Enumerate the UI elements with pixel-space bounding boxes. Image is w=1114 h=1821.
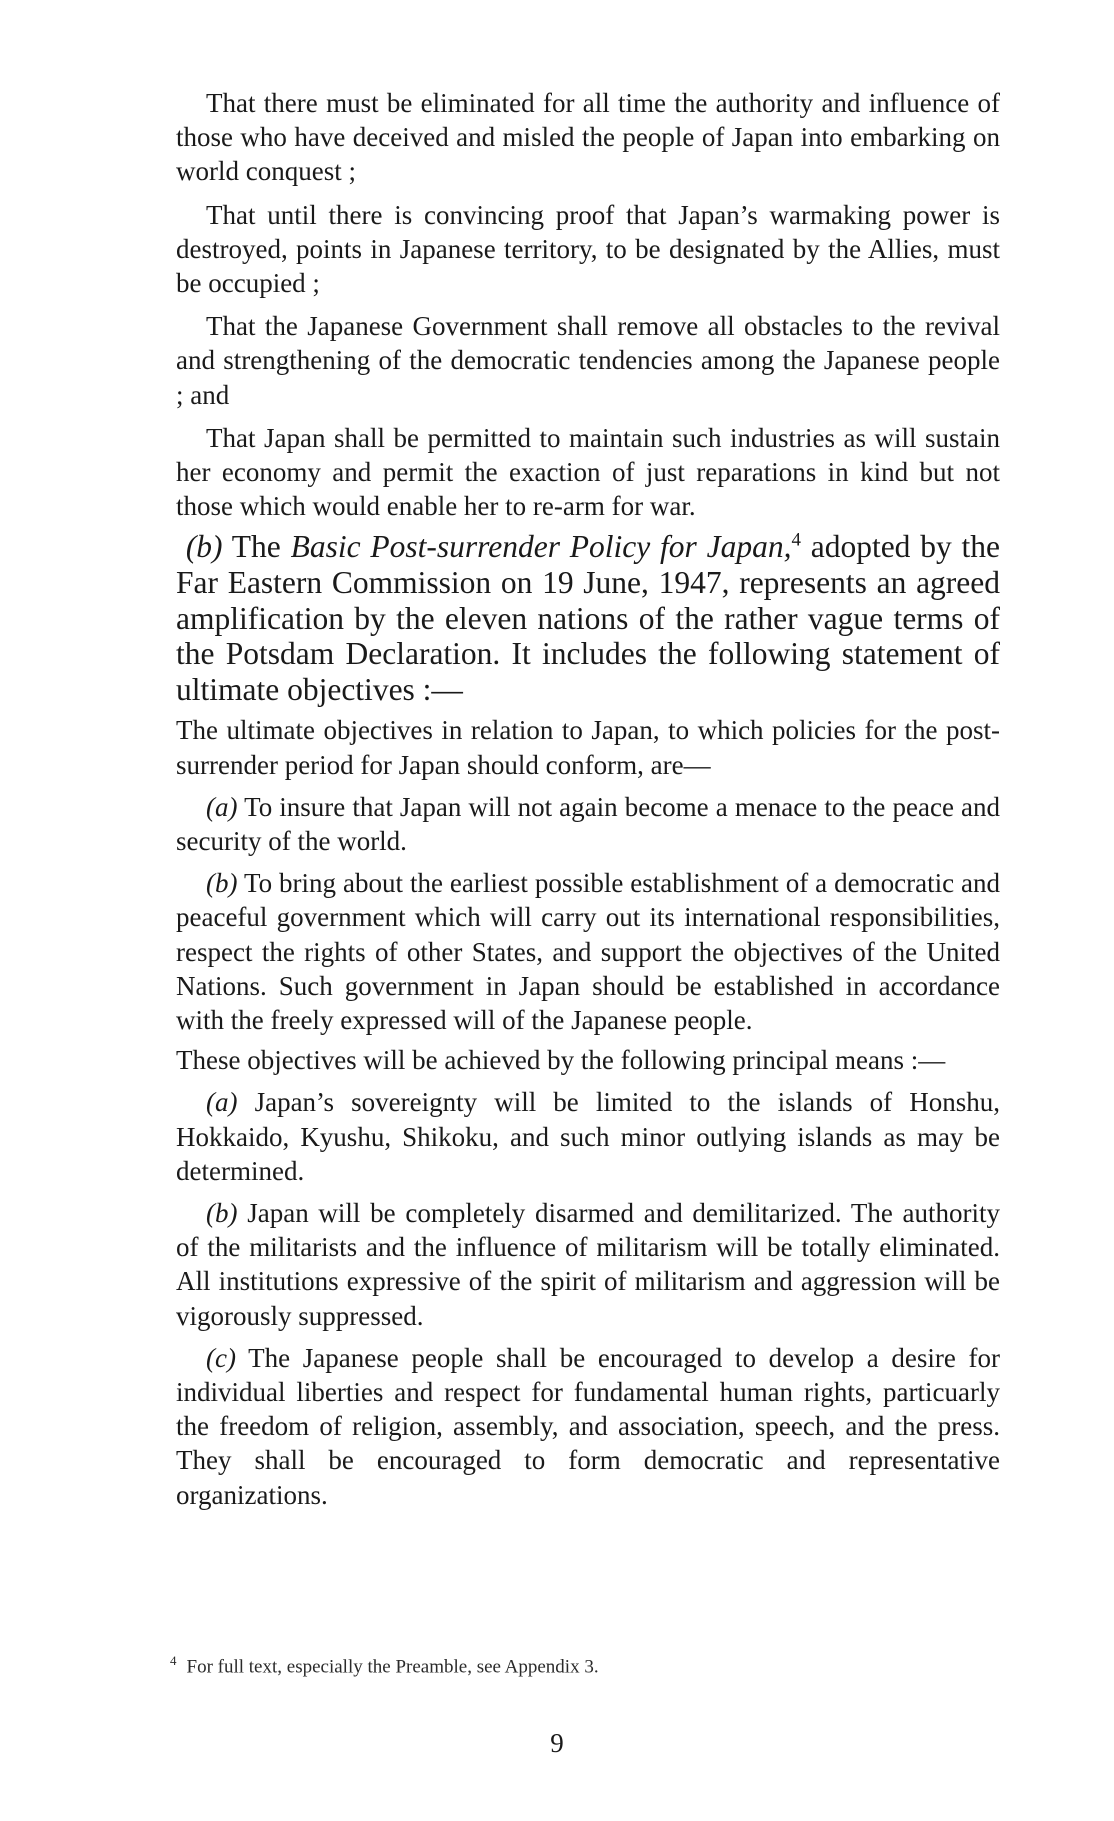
objective-a-marker: (a)	[206, 791, 238, 822]
objective-b-text: To bring about the earliest possible establishment of a democratic and peaceful government which will carry out its international responsibilities, respect the rights of other States, and support the objectives of the United Nations. Such government in Japan should be established in accordance with the freely expressed will of the Japanese people.	[176, 868, 1001, 1036]
objective-a-text: To insure that Japan will not again become a menace to the peace and security of the world.	[176, 791, 1001, 857]
section-b-intro: The	[231, 529, 281, 565]
means-c-marker: (c)	[206, 1342, 236, 1373]
footnote-reference: 4	[791, 529, 801, 551]
policy-title: Basic Post-surrender Policy for Japan,	[290, 529, 792, 565]
page-number: 9	[550, 1728, 564, 1758]
objective-b-marker: (b)	[206, 868, 238, 899]
quoted-clause-2: That until there is convincing proof that Japan’s warmaking power is destroyed, points in Japanese territory, to be designated by the Allies, must be occupied ;	[176, 199, 1000, 299]
objective-b	[176, 866, 1000, 1037]
footnote-marker: 4	[170, 1653, 177, 1668]
section-b-paragraph	[176, 529, 1000, 707]
section-b-marker: (b)	[185, 529, 223, 565]
page-body	[176, 86, 1000, 1512]
means-c	[176, 1341, 1000, 1512]
means-b-marker: (b)	[206, 1198, 238, 1229]
quoted-clause-4: That Japan shall be permitted to maintain such industries as will sustain her economy and permit the exaction of just reparations in kind but not those which would enable her to re-arm for war.	[176, 422, 1000, 522]
objectives-intro: The ultimate objectives in relation to Japan, to which policies for the post-surrender period for Japan should conform, are—	[176, 715, 1000, 780]
objective-a	[176, 790, 1000, 858]
means-a-marker: (a)	[206, 1087, 238, 1118]
quoted-clause-3: That the Japanese Government shall remove all obstacles to the revival and strengthening of the democratic tendencies among the Japanese people ; and	[176, 311, 1000, 410]
means-b	[176, 1196, 1000, 1333]
means-a	[176, 1085, 1000, 1188]
means-intro: These objectives will be achieved by the following principal means :—	[176, 1045, 946, 1076]
footnote	[170, 1653, 599, 1678]
footnote-text: For full text, especially the Preamble, see Appendix 3.	[186, 1656, 599, 1678]
means-c-text: The Japanese people shall be encouraged to develop a desire for individual liberties and respect for fundamental human rights, particuarly the freedom of religion, assembly, and association, speech, and the press. They shall be encouraged to form democratic and representative organizations.	[176, 1342, 1000, 1510]
quoted-clause-1: That there must be eliminated for all time the authority and influence of those who have deceived and misled the people of Japan into embarking on world conquest ;	[176, 88, 1000, 187]
means-b-text: Japan will be completely disarmed and demilitarized. The authority of the militarists and the influence of militarism will be totally eliminated. All institutions expressive of the spirit of militarism and aggression will be vigorously suppressed.	[176, 1198, 1001, 1331]
means-a-text: Japan’s sovereignty will be limited to the islands of Honshu, Hokkaido, Kyushu, Shikoku, and such minor outlying islands as may be determined.	[176, 1087, 1001, 1186]
section-b-body: adopted by the Far Eastern Commission on 19 June, 1947, represents an agreed amplification by the eleven nations of the rather vague terms of the Potsdam Declaration. It includes the following statement of ultimate objectives :—	[176, 529, 1001, 707]
